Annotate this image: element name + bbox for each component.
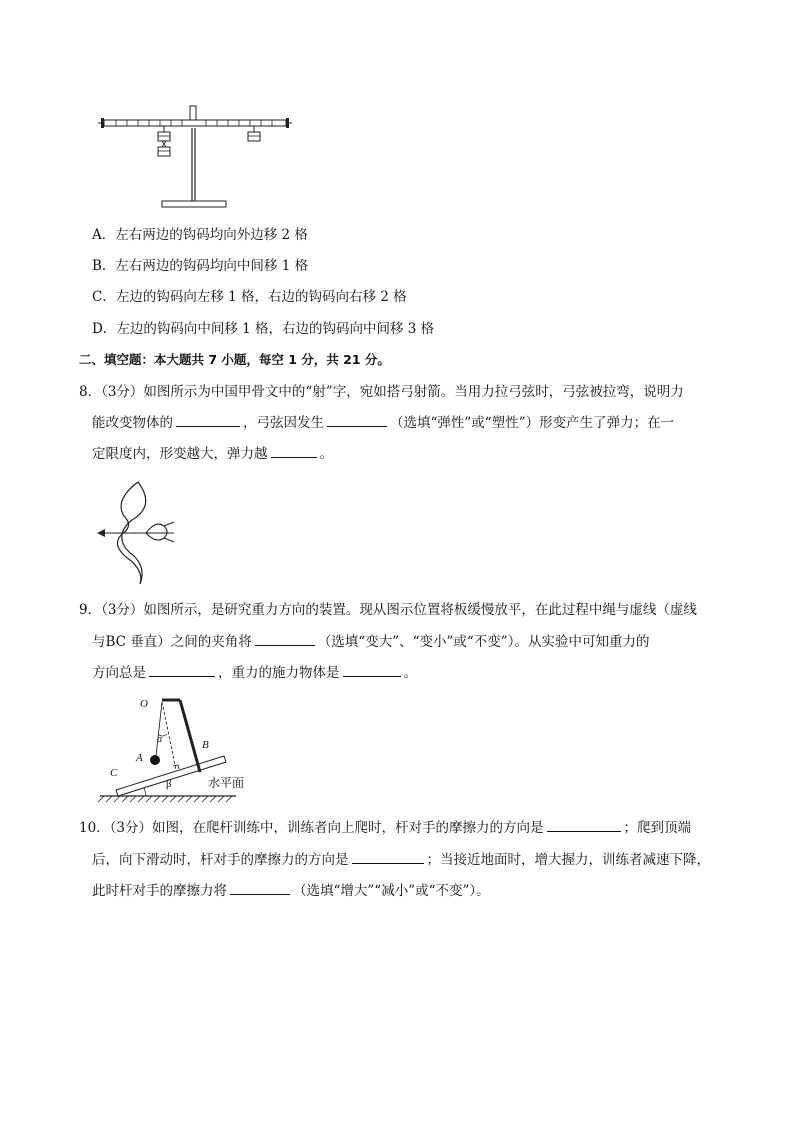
- q10-blank-2[interactable]: [352, 851, 424, 864]
- q9-text-3c: 。: [403, 665, 417, 681]
- label-b: B: [202, 739, 209, 751]
- q8-blank-3[interactable]: [271, 445, 317, 458]
- option-b: B．左右两边的钩码均向中间移 1 格: [92, 258, 309, 274]
- q8-line-3: [92, 445, 333, 463]
- q9-line-2: [92, 633, 649, 651]
- label-o: O: [140, 698, 148, 710]
- bow-arrow-figure: [94, 476, 184, 588]
- q9-text-3b: ，重力的施力物体是: [218, 665, 340, 681]
- q10-text-2a: 后，向下滑动时，杆对手的摩擦力的方向是: [92, 852, 349, 868]
- option-d: D．左边的钩码向中间移 1 格，右边的钩码向中间移 3 格: [92, 321, 435, 337]
- q8-text-2b: ，弓弦因发生: [243, 415, 324, 431]
- q10-text-1b: ；爬到顶端: [623, 820, 692, 836]
- label-a: A: [136, 752, 143, 764]
- label-beta: β: [166, 778, 172, 790]
- option-c: C．左边的钩码向左移 1 格，右边的钩码向右移 2 格: [92, 289, 407, 305]
- q9-text-2a: 与BC 垂直）之间的夹角将: [92, 634, 252, 650]
- q8-text-2a: 能改变物体的: [92, 415, 173, 431]
- q8-line-2: [92, 414, 674, 432]
- q9-blank-1[interactable]: [255, 633, 315, 646]
- q8-text-1: 8．（3分）如图所示为中国甲骨文中的“射”字，宛如搭弓射箭。当用力拉弓弦时，弓弦被拉弯，说明力: [79, 384, 684, 400]
- q10-text-1a: 10．（3分）如图，在爬杆训练中，训练者向上爬时，杆对手的摩擦力的方向是: [79, 820, 544, 836]
- q9-text-2b: （选填“变大”、“变小”或“不变”）。从实验中可知重力的: [317, 634, 650, 650]
- q8-line-1: [79, 383, 684, 401]
- q10-blank-3[interactable]: [230, 882, 290, 895]
- label-c: C: [110, 767, 118, 779]
- q9-blank-2[interactable]: [149, 664, 215, 677]
- q10-text-2b: ；当接近地面时，增大握力，训练者减速下降，: [426, 852, 710, 868]
- q9-line-3: [92, 664, 417, 682]
- q9-blank-3[interactable]: [343, 664, 401, 677]
- section-heading: 二、填空题：本大题共 7 小题，每空 1 分，共 21 分。: [79, 352, 390, 367]
- q10-line-1: [79, 819, 691, 837]
- q8-text-3b: 。: [319, 446, 333, 462]
- q8-text-2c: （选填“弹性”或“塑性”）形变产生了弹力；在一: [390, 415, 675, 431]
- q10-line-3: [92, 882, 490, 900]
- q10-line-2: [92, 851, 710, 869]
- q9-line-1: [79, 601, 697, 619]
- label-alpha: α: [157, 734, 163, 745]
- lever-balance-drawing: [96, 100, 296, 210]
- bow-arrow-drawing: [94, 476, 184, 588]
- q8-blank-1[interactable]: [176, 414, 240, 427]
- q9-text-3a: 方向总是: [92, 665, 146, 681]
- q10-text-3b: （选填“增大”“减小”或“不变”）。: [293, 883, 490, 899]
- q8-text-3a: 定限度内，形变越大，弹力越: [92, 446, 268, 462]
- gravity-apparatus-figure: [96, 694, 256, 804]
- lever-balance-figure: [96, 100, 296, 210]
- label-ground: 水平面: [208, 776, 245, 790]
- option-a: A．左右两边的钩码均向外边移 2 格: [92, 227, 308, 243]
- q9-text-1: 9．（3分）如图所示，是研究重力方向的装置。现从图示位置将板缓慢放平，在此过程中绳与虚线（虚线: [79, 602, 697, 618]
- q10-blank-1[interactable]: [547, 819, 621, 832]
- q10-text-3a: 此时杆对手的摩擦力将: [92, 883, 227, 899]
- q8-blank-2[interactable]: [327, 414, 387, 427]
